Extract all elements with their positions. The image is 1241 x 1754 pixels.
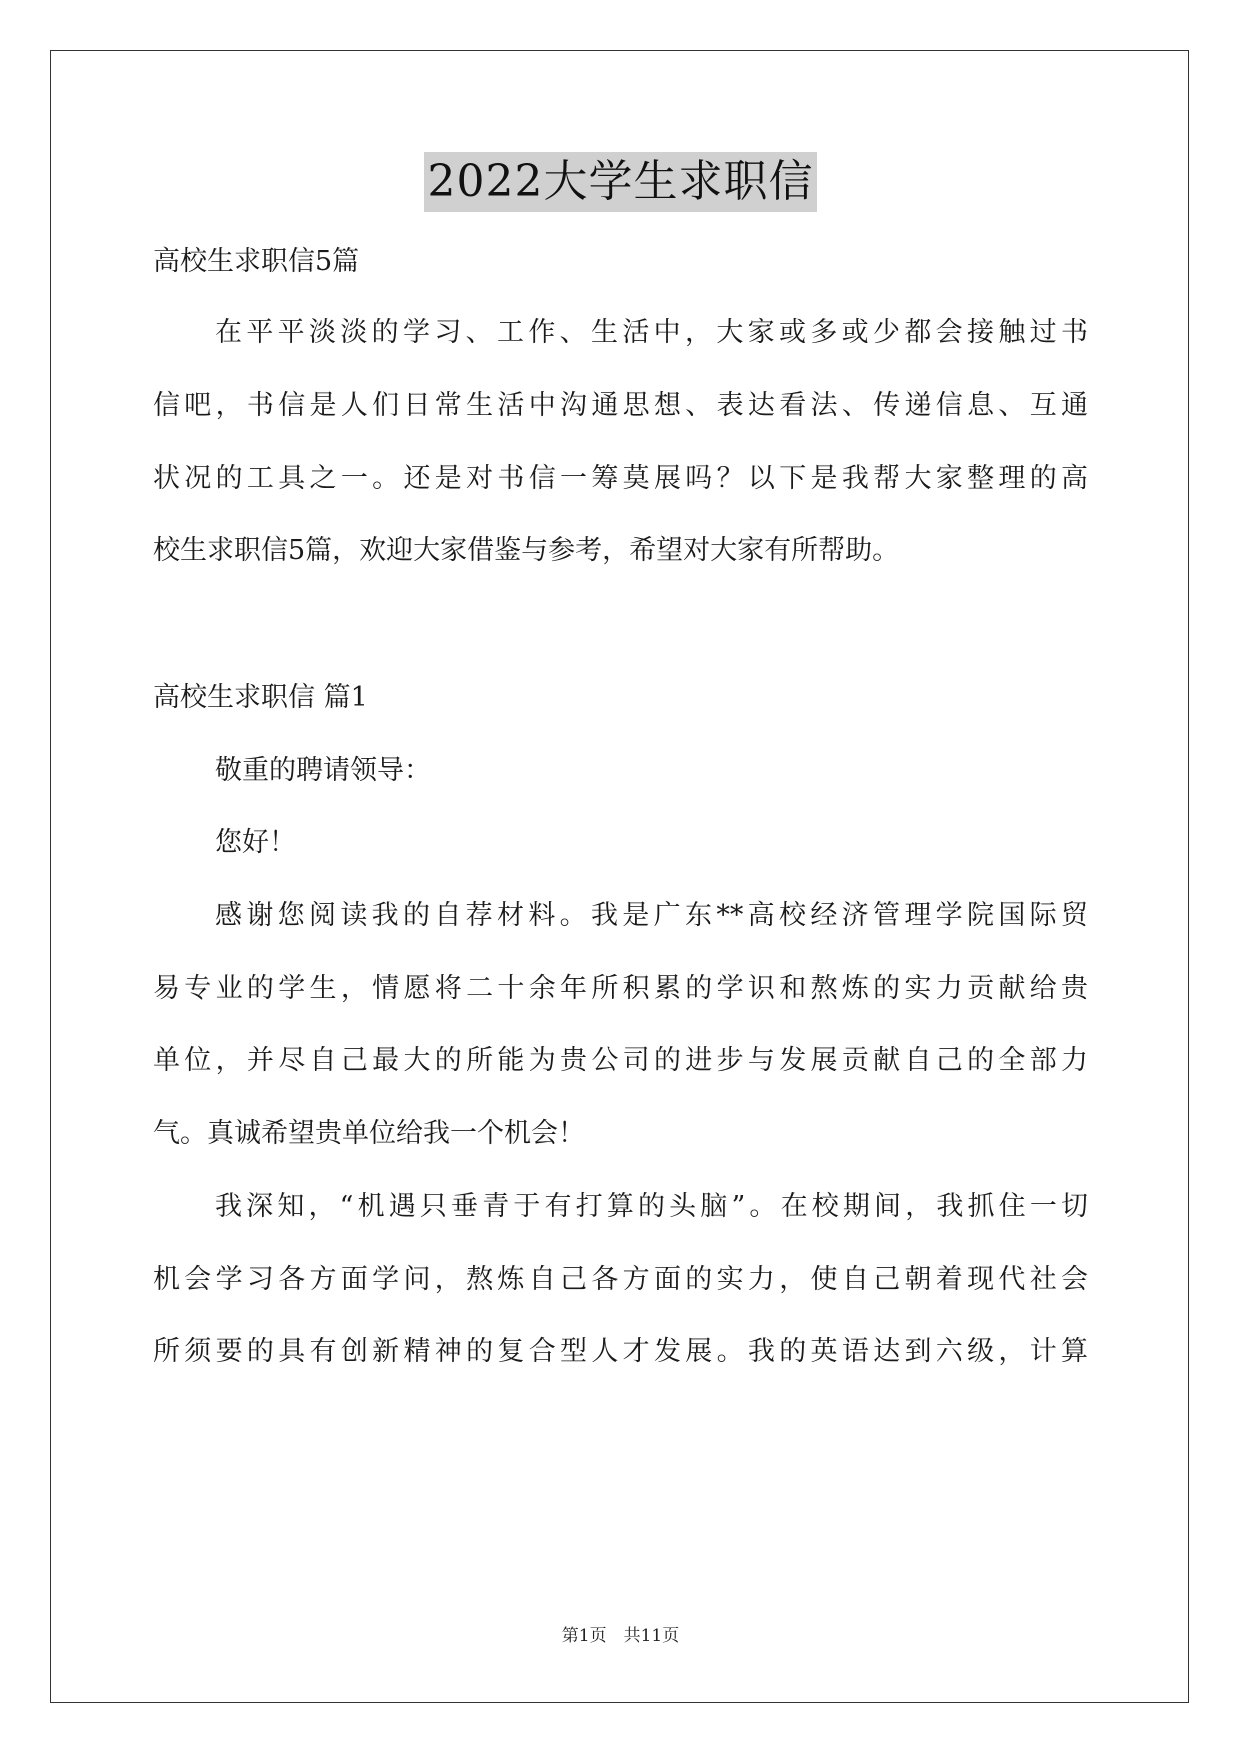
salutation: 敬重的聘请领导：: [215, 755, 431, 786]
section-heading: 高校生求职信5篇: [153, 246, 360, 277]
intro-paragraph-line: 信吧，书信是人们日常生活中沟通思想、表达看法、传递信息、互通: [153, 390, 1088, 421]
letter-paragraph-line: 易专业的学生，情愿将二十余年所积累的学识和熬炼的实力贡献给贵: [153, 973, 1088, 1004]
letter-paragraph-line: 所须要的具有创新精神的复合型人才发展。我的英语达到六级，计算: [153, 1336, 1088, 1367]
greeting: 您好！: [215, 827, 296, 858]
intro-paragraph-line: 状况的工具之一。还是对书信一筹莫展吗？以下是我帮大家整理的高: [153, 463, 1088, 494]
page-border: [50, 50, 1189, 1703]
page-footer: 第1页 共11页: [561, 1626, 680, 1646]
intro-paragraph-line: 在平平淡淡的学习、工作、生活中，大家或多或少都会接触过书: [215, 317, 1088, 348]
title-container: [0, 152, 1241, 212]
letter-paragraph-line: 机会学习各方面学问，熬炼自己各方面的实力，使自己朝着现代社会: [153, 1264, 1088, 1295]
letter-paragraph-line: 我深知，“机遇只垂青于有打算的头脑”。在校期间，我抓住一切: [215, 1191, 1088, 1222]
letter-paragraph-line: 感谢您阅读我的自荐材料。我是广东**高校经济管理学院国际贸: [215, 900, 1088, 931]
letter-paragraph-line: 气。真诚希望贵单位给我一个机会！: [153, 1118, 585, 1149]
document-title: 2022大学生求职信: [424, 152, 818, 212]
intro-paragraph-line: 校生求职信5篇，欢迎大家借鉴与参考，希望对大家有所帮助。: [153, 535, 900, 566]
letter-heading: 高校生求职信 篇1: [153, 682, 368, 713]
letter-paragraph-line: 单位，并尽自己最大的所能为贵公司的进步与发展贡献自己的全部力: [153, 1045, 1088, 1076]
